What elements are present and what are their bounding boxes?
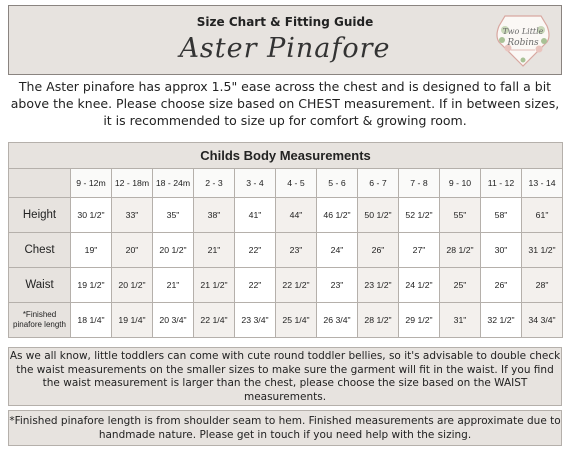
size-header-row [9, 169, 563, 198]
measurement-cell: 26" [481, 268, 522, 303]
size-chart-table [8, 142, 563, 338]
size-header: 11 - 12 [481, 169, 522, 198]
measurement-cell: 26 3/4" [317, 303, 358, 338]
measurement-cell: 27" [399, 233, 440, 268]
measurement-cell: 23" [276, 233, 317, 268]
svg-text:Two Little: Two Little [502, 27, 544, 36]
measurement-cell: 29 1/2" [399, 303, 440, 338]
measurement-cell: 28 1/2" [358, 303, 399, 338]
size-header: 12 - 18m [112, 169, 153, 198]
table-row [9, 303, 563, 338]
measurement-cell: 33" [112, 198, 153, 233]
measurement-cell: 52 1/2" [399, 198, 440, 233]
measurement-cell: 22" [235, 268, 276, 303]
svg-text:Robins: Robins [507, 38, 539, 48]
brand-logo-icon [493, 10, 553, 70]
measurement-cell: 21" [194, 233, 235, 268]
size-header: 18 - 24m [153, 169, 194, 198]
measurement-cell: 46 1/2" [317, 198, 358, 233]
measurement-cell: 58" [481, 198, 522, 233]
measurement-cell: 20 1/2" [153, 233, 194, 268]
size-header: 2 - 3 [194, 169, 235, 198]
header-banner [8, 5, 562, 75]
measurement-cell: 30 1/2" [71, 198, 112, 233]
measurement-cell: 21 1/2" [194, 268, 235, 303]
measurement-cell: 19 1/2" [71, 268, 112, 303]
measurement-cell: 24 1/2" [399, 268, 440, 303]
intro-text: The Aster pinafore has approx 1.5" ease across the chest and is designed to fall a bit above the knee. Please choose size based on CHEST measurement. If in between sizes, it is recommended to size up for comfort & growing room. [10, 79, 560, 128]
size-header: 9 - 10 [440, 169, 481, 198]
measurement-cell: 31 1/2" [522, 233, 563, 268]
measurement-cell: 23 1/2" [358, 268, 399, 303]
measurement-cell: 22 1/2" [276, 268, 317, 303]
measurement-cell: 20 3/4" [153, 303, 194, 338]
header-title: Size Chart & Fitting Guide [196, 15, 374, 29]
measurement-cell: 61" [522, 198, 563, 233]
table-title: Childs Body Measurements [9, 143, 563, 169]
row-label: Height [9, 198, 71, 233]
measurement-cell: 50 1/2" [358, 198, 399, 233]
table-row [9, 268, 563, 303]
measurement-cell: 18 1/4" [71, 303, 112, 338]
measurement-cell: 41" [235, 198, 276, 233]
size-header: 6 - 7 [358, 169, 399, 198]
measurement-cell: 23" [317, 268, 358, 303]
measurement-cell: 34 3/4" [522, 303, 563, 338]
measurement-cell: 23 3/4" [235, 303, 276, 338]
finished-length-note: *Finished pinafore length is from shoulder seam to hem. Finished measurements are approximate due to handmade nature. Please get in touch if you need help with the sizing. [8, 410, 562, 446]
measurement-cell: 22" [235, 233, 276, 268]
table-title-row [9, 143, 563, 169]
measurement-cell: 38" [194, 198, 235, 233]
size-header-corner [9, 169, 71, 198]
measurement-cell: 28" [522, 268, 563, 303]
measurement-cell: 26" [358, 233, 399, 268]
row-label: Waist [9, 268, 71, 303]
measurement-cell: 24" [317, 233, 358, 268]
row-label: *Finished pinafore length [9, 303, 71, 338]
measurement-cell: 35" [153, 198, 194, 233]
measurement-cell: 19" [71, 233, 112, 268]
measurement-cell: 22 1/4" [194, 303, 235, 338]
measurement-cell: 25" [440, 268, 481, 303]
measurement-cell: 19 1/4" [112, 303, 153, 338]
size-header: 4 - 5 [276, 169, 317, 198]
table-row [9, 198, 563, 233]
measurement-cell: 32 1/2" [481, 303, 522, 338]
measurement-cell: 25 1/4" [276, 303, 317, 338]
measurement-cell: 28 1/2" [440, 233, 481, 268]
measurement-cell: 20" [112, 233, 153, 268]
size-header: 3 - 4 [235, 169, 276, 198]
measurement-cell: 20 1/2" [112, 268, 153, 303]
size-header: 13 - 14 [522, 169, 563, 198]
measurement-cell: 44" [276, 198, 317, 233]
toddler-waist-note: As we all know, little toddlers can come with cute round toddler bellies, so it's advisable to double check the waist measurements on the smaller sizes to make sure the garment will fit in the waist. If you find the waist measurement is larger than the chest, please choose the size based on the WAIST measurements. [8, 347, 562, 406]
measurement-cell: 55" [440, 198, 481, 233]
size-header: 7 - 8 [399, 169, 440, 198]
measurement-cell: 30" [481, 233, 522, 268]
row-label: Chest [9, 233, 71, 268]
table-row [9, 233, 563, 268]
measurement-cell: 31" [440, 303, 481, 338]
pattern-name: Aster Pinafore [179, 33, 391, 64]
size-header: 5 - 6 [317, 169, 358, 198]
measurement-cell: 21" [153, 268, 194, 303]
size-header: 9 - 12m [71, 169, 112, 198]
